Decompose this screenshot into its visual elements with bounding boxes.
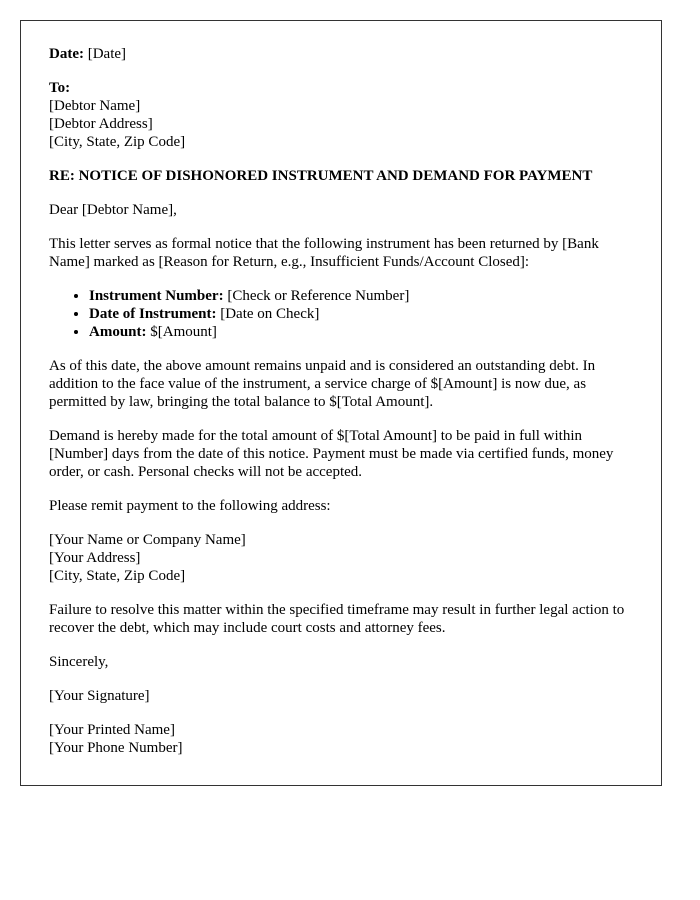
detail-label: Amount: (89, 324, 147, 340)
detail-item (89, 323, 633, 341)
closing: Sincerely, (49, 654, 109, 670)
recipient-block (49, 79, 633, 151)
instrument-details (49, 287, 633, 341)
signature: [Your Signature] (49, 688, 150, 704)
debtor-city: [City, State, Zip Code] (49, 134, 186, 150)
detail-value: $[Amount] (150, 324, 217, 340)
salutation: Dear [Debtor Name], (49, 202, 177, 218)
detail-item (89, 305, 633, 323)
remit-city: [City, State, Zip Code] (49, 568, 186, 584)
remit-street: [Your Address] (49, 550, 141, 566)
balance-paragraph: As of this date, the above amount remains unpaid and is considered an outstanding debt. In addition to the face value of the instrument, a service charge of $[Amount] is now due, as permitted by law, bringing the total balance to $[Total Amount]. (49, 358, 596, 410)
intro-paragraph: This letter serves as formal notice that the following instrument has been returned by [Bank Name] marked as [Reason for Return, e.g., Insufficient Funds/Account Closed]: (49, 236, 599, 270)
detail-item (89, 287, 633, 305)
subject-text: RE: NOTICE OF DISHONORED INSTRUMENT AND DEMAND FOR PAYMENT (49, 168, 593, 184)
detail-value: [Date on Check] (220, 306, 320, 322)
subject-line (49, 167, 633, 185)
warning-paragraph: Failure to resolve this matter within the specified timeframe may result in further legal action to recover the debt, which may include court costs and attorney fees. (49, 602, 625, 636)
sender-phone: [Your Phone Number] (49, 740, 183, 756)
remit-name: [Your Name or Company Name] (49, 532, 246, 548)
detail-label: Date of Instrument: (89, 306, 217, 322)
debtor-name: [Debtor Name] (49, 98, 141, 114)
sender-name: [Your Printed Name] (49, 722, 175, 738)
sender-block (49, 721, 633, 757)
debtor-address: [Debtor Address] (49, 116, 153, 132)
demand-paragraph: Demand is hereby made for the total amount of $[Total Amount] to be paid in full within [Number] days from the date of this notice. Payment must be made via certified funds, money order, or cash. Personal checks will not be accepted. (49, 428, 614, 480)
date-value: [Date] (87, 46, 127, 62)
to-label: To: (49, 80, 71, 96)
remit-address (49, 531, 633, 585)
remit-instruction: Please remit payment to the following address: (49, 498, 331, 514)
date-label: Date: (49, 46, 84, 62)
detail-value: [Check or Reference Number] (227, 288, 410, 304)
date-line (49, 45, 633, 63)
detail-label: Instrument Number: (89, 288, 224, 304)
letter (20, 20, 662, 786)
